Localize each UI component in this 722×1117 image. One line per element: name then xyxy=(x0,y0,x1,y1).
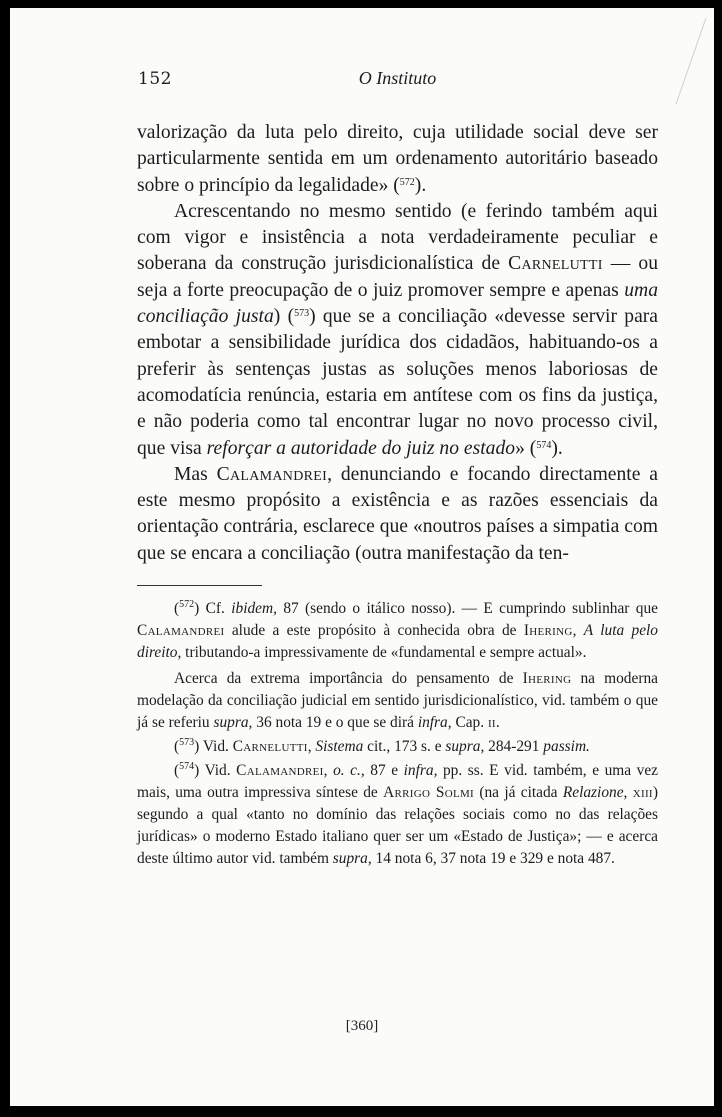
text: , denunciando e focando directamente a este mesmo propósito a existência e as razões essenciais da orientação contrária, esclarece que «noutros países a simpatia com que se encara a conciliação (outra manifestação da ten- xyxy=(137,463,658,564)
italic-text: ibidem, xyxy=(231,600,277,618)
text: 87 (sendo o itálico nosso). — E cumprindo sublinhar que xyxy=(276,600,658,618)
author-name: Ihering xyxy=(522,670,572,688)
text: ) segundo a qual «tanto no domínio das relações sociais como no das relações jurídicas» o moderno Estado italiano quer ser um «Estado de Justiça»; — e acerca deste último autor vid. também xyxy=(137,784,659,868)
italic-text: supra, xyxy=(213,714,253,732)
text: alude a este propósito à conhecida obra de xyxy=(224,622,524,640)
text: 36 nota 19 e o que se dirá xyxy=(252,714,418,732)
author-name: Carnelutti xyxy=(232,738,308,756)
text: Mas xyxy=(174,463,217,485)
roman-numeral: xiii xyxy=(632,784,653,802)
footnote-ref-574: 574 xyxy=(536,439,552,451)
text: ). xyxy=(414,174,427,196)
text: , xyxy=(572,622,584,640)
author-name: Calamandrei xyxy=(216,463,328,485)
page-footer-code: [360] xyxy=(345,1018,379,1034)
text: na moderna modelação da conciliação judicial em sentido jurisdicionalístico, vid. também o que já se referiu xyxy=(137,670,658,732)
footnote-label: 573 xyxy=(179,737,195,749)
footnote-label: 572 xyxy=(179,599,195,611)
roman-numeral: ii xyxy=(487,714,496,732)
body-text xyxy=(137,120,658,567)
footnote-ref-573: 573 xyxy=(294,308,310,320)
text: 87 e xyxy=(364,762,404,780)
footnote-574: ($^{574}$) Vid. Calamandrei, o. c., 87 e infra, pp. ss. E vid. também, e uma vez mais, uma outra impressiva síntese de Arrigo Solmi (na já citada Relazione, xiii) segundo a qual «tanto no domínio das relações sociais como no das relações jurídicas» o moderno Estado italiano quer ser um «Estado de Justiça»; — e acerca deste último autor vid. também supra, 14 nota 6, 37 nota 19 e 329 e nota 487. xyxy=(137,761,659,868)
footnotes xyxy=(137,598,658,870)
footnote-573: ($^{573}$) Vid. Carnelutti, Sistema cit., 173 s. e supra, 284-291 passim. xyxy=(174,737,590,756)
text: cit., 173 s. e xyxy=(363,738,446,756)
text: ) que se a conciliação «devesse servir para embotar a sensibilidade jurídica dos cidadãos, habituando-os a preferir às sentenças justas as soluções menos laboriosas de acomodatícia renúncia, estaria em antítese com os fins da justiça, e não poderia como tal encontrar lugar no novo processo civil, que visa xyxy=(137,306,658,459)
author-name: Calamandrei xyxy=(236,762,324,780)
author-name: Ihering xyxy=(523,622,573,640)
italic-text: uma conciliação justa xyxy=(137,279,658,328)
text: » ( xyxy=(515,437,537,459)
text: ) ( xyxy=(273,306,295,328)
text: , xyxy=(307,738,316,756)
italic-text: passim. xyxy=(543,738,590,756)
paragraph-3 xyxy=(137,462,658,567)
text: 284-291 xyxy=(484,738,544,756)
text: Acrescentando no mesmo sentido (e ferindo também aqui com vigor e insistência a nota verdadeiramente peculiar e soberana da construção jurisdicionalística de xyxy=(137,200,658,275)
paragraph-2 xyxy=(137,199,658,462)
italic-text: Sistema xyxy=(315,738,364,756)
text: Cf. xyxy=(199,600,232,618)
footnote-label: 574 xyxy=(179,761,195,773)
italic-text: infra, xyxy=(417,714,452,732)
text: pp. ss. E vid. também, e uma vez mais, uma outra impressiva síntese de xyxy=(137,762,659,802)
text: (na já citada xyxy=(474,784,563,802)
text: — ou seja a forte preocupação de o juiz promover sempre e apenas xyxy=(137,253,659,301)
footnote-separator xyxy=(137,585,262,586)
italic-text: supra, xyxy=(332,850,372,868)
italic-text: A luta pelo direito xyxy=(137,622,659,662)
page-content xyxy=(137,68,658,872)
author-name: Calamandrei xyxy=(137,622,225,640)
text: , xyxy=(323,762,334,780)
paragraph-1 xyxy=(137,120,658,199)
text: , xyxy=(623,784,633,802)
footnote-572-continued xyxy=(137,668,658,734)
text: 14 nota 6, 37 nota 19 e 329 e nota 487. xyxy=(371,850,615,868)
page-header xyxy=(137,68,658,98)
italic-text: infra, xyxy=(403,762,438,780)
author-name: Carnelutti xyxy=(508,253,603,275)
book-page xyxy=(10,8,714,1106)
italic-text: supra, xyxy=(445,738,485,756)
page-number: 152 xyxy=(138,69,172,89)
footnote-572: ($^{572}$) Cf. ibidem, 87 (sendo o itálico nosso). — E cumprindo sublinhar que Calamandrei alude a este propósito à conhecida obra de Ihering, A luta pelo direito, tributando-a impressivamente de «fundamental e sempre actual». xyxy=(137,599,659,662)
running-title: O Instituto xyxy=(358,68,437,88)
text: Acerca da extrema importância do pensamento de xyxy=(174,670,523,688)
author-name: Arrigo Solmi xyxy=(383,784,475,802)
italic-text: o. c., xyxy=(333,762,365,780)
text: , tributando-a impressivamente de «fundamental e sempre actual». xyxy=(177,644,587,662)
text: Cap. xyxy=(451,714,488,732)
text: valorização da luta pelo direito, cuja utilidade social deve ser particularmente sentida em um ordenamento autoritário baseado sobre o princípio da legalidade» ( xyxy=(137,122,658,196)
text: Vid. xyxy=(199,738,233,756)
italic-text: reforçar a autoridade do juiz no estado xyxy=(206,437,516,459)
text: Vid. xyxy=(199,762,237,780)
italic-text: Relazione xyxy=(562,784,624,802)
footnote-ref-572: 572 xyxy=(399,176,415,188)
text: ). xyxy=(551,437,563,459)
text: . xyxy=(495,714,500,732)
